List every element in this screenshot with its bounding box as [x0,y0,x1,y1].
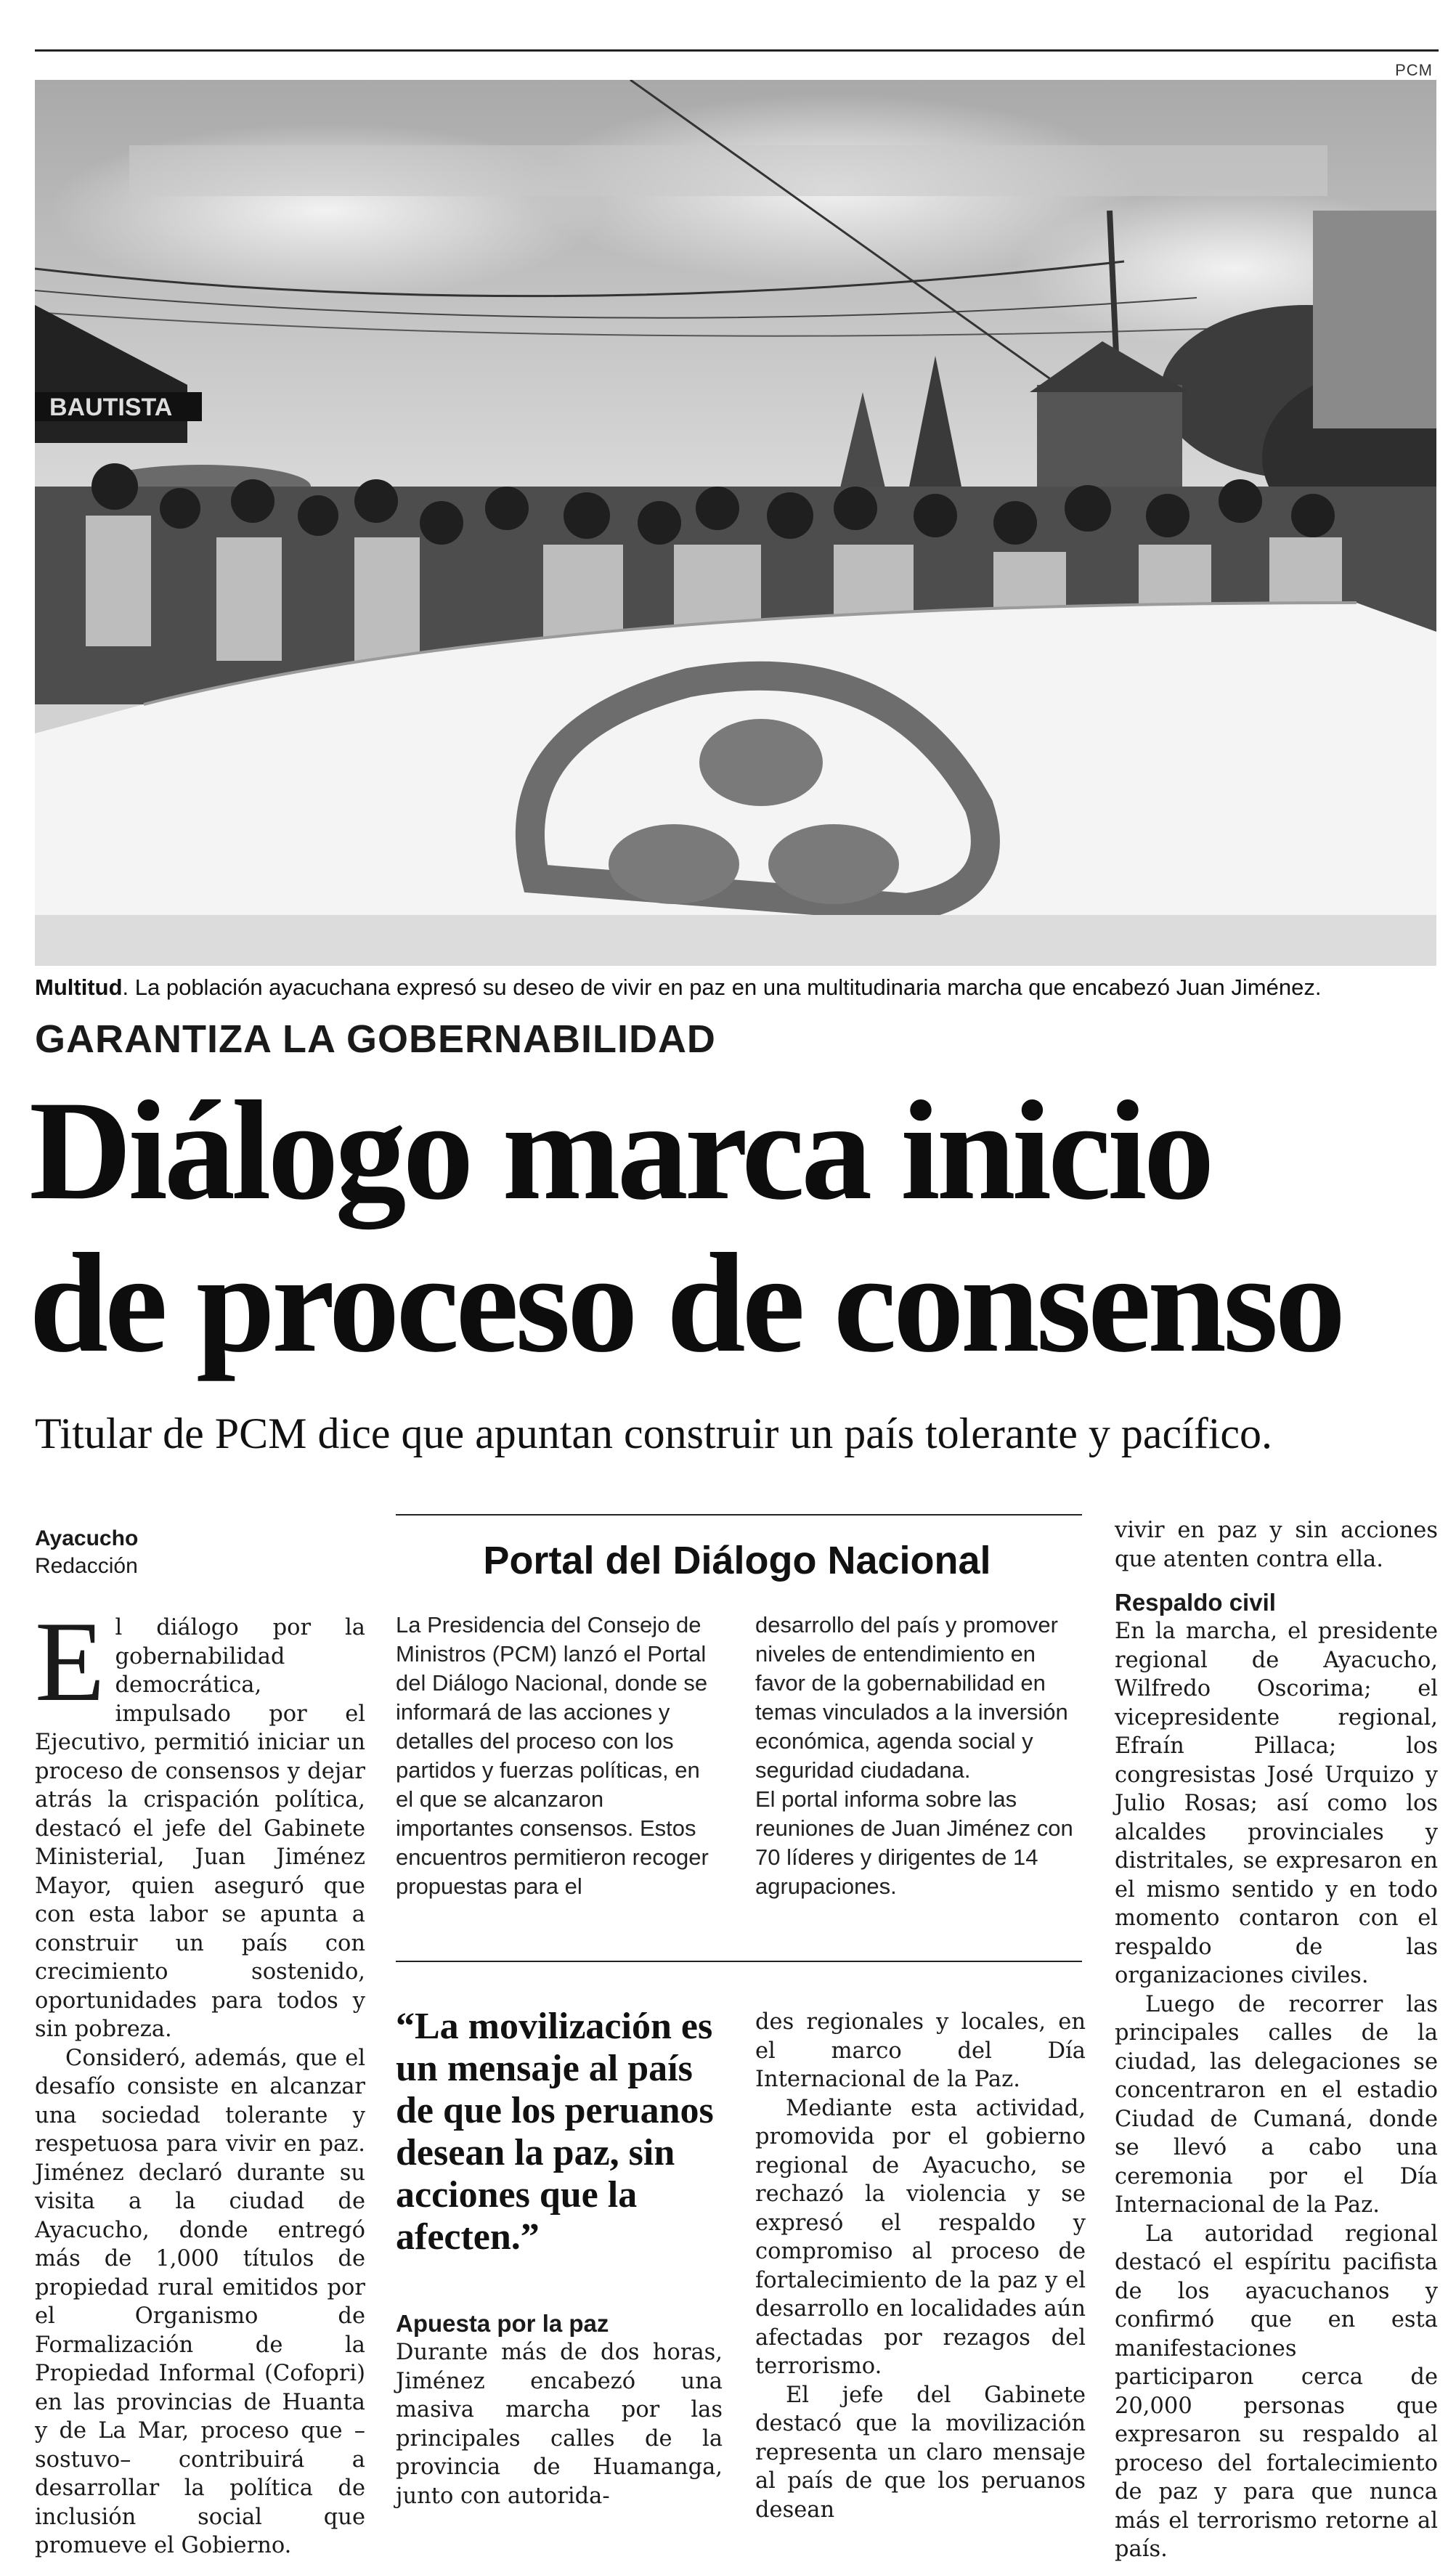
paragraph-1 [35,1598,365,2044]
paragraph-5: Mediante esta actividad, promovida por el gobierno regional de Ayacucho, se rechazó la violencia y se expresó el respaldo y compromiso al proceso de fortalecimiento de la paz y el desarrollo en localidades aún afectadas por rezagos del terrorismo. [755,2095,1086,2379]
box-top-rule [396,1514,1082,1516]
box-column-2-text-a: desarrollo del país y promover niveles de entendimiento en favor de la gobernabilidad en temas vinculados a la inversión económica, agenda social y seguridad ciudadana. [755,1612,1068,1783]
march-photo [35,80,1436,966]
drop-cap: E [35,1598,105,1725]
pull-quote: “La movilización es un mensaje al país de que los peruanos desean la paz, sin acciones que la afecten.” [396,2006,714,2258]
box-title: Portal del Diálogo Nacional [483,1539,991,1582]
box-column-1: La Presidencia del Consejo de Ministros (PCM) lanzó el Portal del Diálogo Nacional, donde se informará de las acciones y detalles del proceso con los partidos y fuerzas políticas, en el que se alcanzaron importantes consensos. Estos encuentros permitieron recoger propuestas para el [396,1612,709,1899]
paragraph-4: des regionales y locales, en el marco del Día Internacional de la Paz. [755,2009,1086,2092]
section-tag: PCM [1395,61,1433,79]
article-column-1 [35,1525,365,2560]
headline [29,1072,1452,1382]
paragraph-6: El jefe del Gabinete destacó que la movilización representa un claro mensaje al país de que los peruanos desean [755,2382,1086,2523]
caption-lead: Multitud [35,975,123,1000]
subtitle-respaldo: Respaldo civil [1115,1589,1276,1616]
paragraph-2: Consideró, además, que el desafío consiste en alcanzar una sociedad tolerante y respetuosa para vivir en paz. Jiménez declaró durante su visita a la ciudad de Ayacucho, donde entregó más de 1,000 títulos de propiedad rural emitidos por el Organismo de Formalización de la Propiedad Informal (Cofopri) en las provincias de Huanta y de La Mar, proceso que –sostuvo– contribuirá a desarrollar la política de inclusión social que promueve el Gobierno. [35,2045,365,2558]
article-column-2 [396,2309,723,2510]
dateline: Ayacucho [35,1526,139,1550]
article-column-3 [755,2008,1086,2524]
byline: Redacción [35,1554,138,1578]
paragraph-10: La autoridad regional destacó el espíritu pacifista de los ayacuchanos y confirmó que en esta manifestaciones participaron cerca de 20,000 personas que expresaron su respaldo al proceso del fortalecimiento de paz y para que nunca más el terrorismo retorne al país. [1115,2221,1438,2562]
paragraph-3: Durante más de dos horas, Jiménez encabezó una masiva marcha por las principales calles de la provincia de Huamanga, junto con autorida- [396,2340,723,2509]
headline-line-1: Diálogo marca inicio [29,1072,1211,1229]
paragraph-8: En la marcha, el presidente regional de Ayacucho, Wilfredo Oscorima; el vicepresidente regional, Efraín Pillaca; los congresistas José Urquizo y Julio Rosas; así como los alcaldes provinciales y distritales, se expresaron en el mismo sentido y en todo momento contaron con el respaldo de las organizaciones civiles. [1115,1619,1438,1988]
subtitle-apuesta: Apuesta por la paz [396,2310,609,2337]
subhead: Titular de PCM dice que apuntan construir un país tolerante y pacífico. [35,1409,1273,1457]
kicker: GARANTIZA LA GOBERNABILIDAD [35,1017,716,1061]
box-bottom-rule [396,1961,1082,1962]
photo-caption [35,973,1436,1002]
box-column-2 [755,1611,1086,1901]
article-column-4 [1115,1516,1438,2564]
box-column-2-text-b: El portal informa sobre las reuniones de Juan Jiménez con 70 líderes y dirigentes de 14 agrupaciones. [755,1786,1073,1899]
paragraph-1-text: l diálogo por la gobernabilidad democrática, impulsado por el Ejecutivo, permitió iniciar un proceso de consensos y dejar atrás la crispación política, destacó el jefe del Gabinete Ministerial, Juan Jiménez Mayor, quien aseguró que con esta labor se apunta a construir un país con crecimiento sostenido, oportunidades para todos y sin pobreza. [35,1615,365,2042]
paragraph-7: vivir en paz y sin acciones que atenten contra ella. [1115,1518,1438,1572]
paragraph-9: Luego de recorrer las principales calles de la ciudad, las delegaciones se concentraron en el estadio Ciudad de Cumaná, donde se llevó a cabo una ceremonia por el Día Internacional de la Paz. [1115,1991,1438,2218]
headline-line-2: de proceso de consenso [29,1224,1343,1382]
caption-text: . La población ayacuchana expresó su deseo de vivir en paz en una multitudinaria marcha que encabezó Juan Jiménez. [122,975,1322,1000]
banner-text: BAUTISTA [49,394,173,421]
top-rule [35,49,1439,52]
